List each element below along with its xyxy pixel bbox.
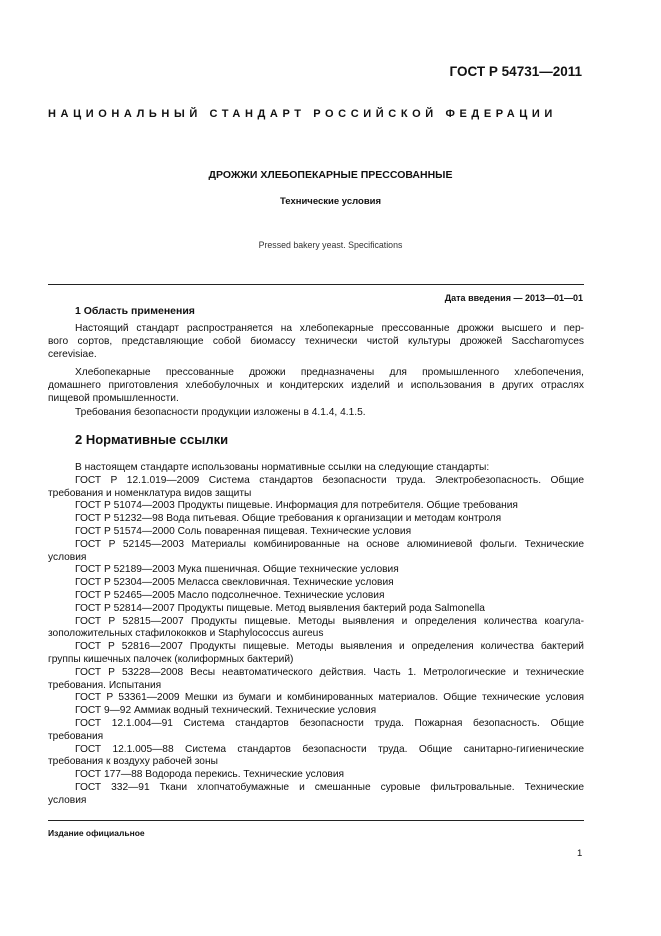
edition-label: Издание официальное	[48, 828, 145, 838]
text-line: Требования безопасности продукции изложены в 4.1.4, 4.1.5.	[75, 407, 366, 418]
reference-entry-cont: группы кишечных палочек (колиформных бактерий)	[48, 653, 294, 665]
section-1-paragraph-3	[48, 407, 584, 420]
standard-header: НАЦИОНАЛЬНЫЙ СТАНДАРТ РОССИЙСКОЙ ФЕДЕРАЦИИ	[48, 108, 557, 120]
normative-references-list	[48, 462, 584, 808]
reference-entry: ГОСТ Р 51232—98 Вода питьевая. Общие требования к организации и методам контроля	[75, 513, 502, 525]
section-1-paragraph-1	[48, 323, 584, 361]
reference-entry: ГОСТ Р 52814—2007 Продукты пищевые. Метод выявления бактерий рода Salmonella	[75, 602, 485, 614]
reference-entry: ГОСТ Р 52304—2005 Меласса свекловичная. Технические условия	[75, 577, 394, 589]
reference-entry-cont: требования. Испытания	[48, 679, 162, 691]
reference-entry-cont: зоположительных стафилококков и Staphylococcus aureus	[48, 628, 324, 640]
reference-entry-cont: требования	[48, 730, 104, 742]
reference-entry-cont: требования к воздуху рабочей зоны	[48, 756, 218, 768]
document-subtitle: Технические условия	[279, 196, 382, 207]
section-1-heading: 1 Область применения	[75, 305, 195, 317]
reference-entry: ГОСТ 332—91 Ткани хлопчатобумажные и смешанные суровые фильтровальные. Технические	[75, 781, 584, 793]
text-line: Хлебопекарные прессованные дрожжи предназначены для промышленного хлебопечения,	[75, 367, 584, 378]
reference-entry-cont: условия	[48, 794, 87, 806]
reference-entry-cont: требования и номенклатура видов защиты	[48, 487, 252, 499]
reference-entry: ГОСТ Р 52816—2007 Продукты пищевые. Методы выявления и определения количества бактерий	[75, 641, 584, 653]
text-line: В настоящем стандарте использованы нормативные ссылки на следующие стандарты:	[75, 462, 490, 473]
reference-entry: ГОСТ 12.1.004—91 Система стандартов безопасности труда. Пожарная безопасность. Общие	[75, 717, 584, 729]
reference-entry: ГОСТ 12.1.005—88 Система стандартов безопасности труда. Общие санитарно-гигиенические	[75, 743, 584, 755]
footer-divider	[48, 820, 584, 821]
text-line: cerevisiae.	[48, 348, 97, 360]
introduction-date: Дата введения — 2013—01—01	[444, 293, 583, 303]
page-number: 1	[577, 848, 583, 859]
reference-entry-cont: условия	[48, 551, 87, 563]
english-title: Pressed bakery yeast. Specifications	[258, 240, 403, 250]
reference-entry: ГОСТ Р 51574—2000 Соль поваренная пищевая. Технические условия	[75, 525, 412, 537]
reference-entry: ГОСТ Р 12.1.019—2009 Система стандартов безопасности труда. Электробезопасность. Общие	[75, 474, 584, 486]
section-2-heading: 2 Нормативные ссылки	[75, 432, 229, 447]
text-line: вого сортов, представляющие собой биомассу технически чистой культуры дрожжей Saccharomyces	[48, 335, 584, 347]
reference-entry: ГОСТ Р 53228—2008 Весы неавтоматического действия. Часть 1. Метрологические и технические	[75, 666, 584, 678]
document-title: ДРОЖЖИ ХЛЕБОПЕКАРНЫЕ ПРЕССОВАННЫЕ	[208, 169, 453, 181]
reference-entry: ГОСТ Р 51074—2003 Продукты пищевые. Информация для потребителя. Общие требования	[75, 500, 518, 512]
text-line: пищевой промышленности.	[48, 392, 179, 404]
text-line: Настоящий стандарт распространяется на хлебопекарные прессованные дрожжи высшего и пер-	[75, 323, 584, 334]
reference-entry: ГОСТ Р 53361—2009 Мешки из бумаги и комбинированных материалов. Общие технические условия	[75, 692, 584, 704]
top-divider	[48, 284, 584, 285]
section-1-paragraph-2	[48, 367, 584, 405]
text-line: домашнего приготовления хлебобулочных и кондитерских изделий и использования в других отраслях	[48, 379, 584, 391]
reference-entry: ГОСТ Р 52189—2003 Мука пшеничная. Общие технические условия	[75, 564, 399, 576]
document-id: ГОСТ Р 54731—2011	[449, 64, 582, 79]
reference-entry: ГОСТ 177—88 Водорода перекись. Технические условия	[75, 769, 345, 781]
reference-entry: ГОСТ Р 52145—2003 Материалы комбинированные на основе алюминиевой фольги. Технические	[75, 538, 584, 550]
reference-entry: ГОСТ Р 52465—2005 Масло подсолнечное. Технические условия	[75, 589, 385, 601]
reference-entry: ГОСТ Р 52815—2007 Продукты пищевые. Методы выявления и определения количества коагула-	[75, 615, 584, 627]
reference-entry: ГОСТ 9—92 Аммиак водный технический. Технические условия	[75, 705, 377, 717]
